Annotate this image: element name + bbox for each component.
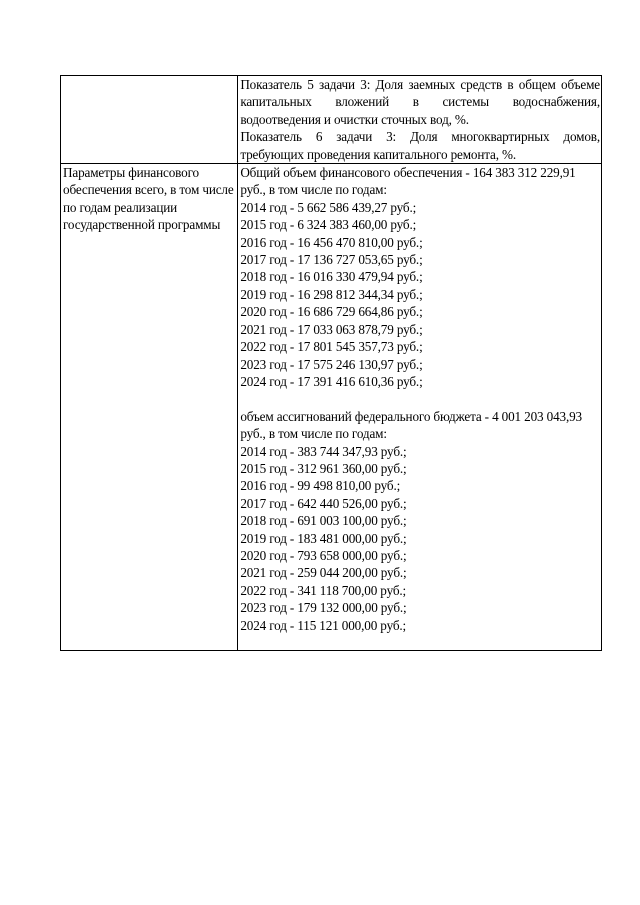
- federal-year-2024: 2024 год - 115 121 000,00 руб.;: [240, 617, 407, 633]
- indicator-6-text: Показатель 6 задачи 3: Доля многоквартирных домов, требующих проведения капитального ремонта, %.: [240, 129, 600, 162]
- total-year-2017: 2017 год - 17 136 727 053,65 руб.;: [240, 252, 423, 268]
- total-year-2023: 2023 год - 17 575 246 130,97 руб.;: [240, 356, 423, 372]
- federal-year-2015: 2015 год - 312 961 360,00 руб.;: [240, 460, 407, 476]
- row1-label-cell: [61, 76, 238, 164]
- indicators-cell: [238, 76, 602, 164]
- federal-year-2016: 2016 год - 99 498 810,00 руб.;: [240, 478, 401, 494]
- federal-year-2014: 2014 год - 383 744 347,93 руб.;: [240, 443, 407, 459]
- total-funding-intro: Общий объем финансового обеспечения - 164 383 312 229,91 руб., в том числе по годам:: [240, 165, 576, 198]
- federal-year-2021: 2021 год - 259 044 200,00 руб.;: [240, 565, 407, 581]
- federal-year-2018: 2018 год - 691 003 100,00 руб.;: [240, 513, 407, 529]
- total-year-2018: 2018 год - 16 016 330 479,94 руб.;: [240, 269, 423, 285]
- federal-year-2020: 2020 год - 793 658 000,00 руб.;: [240, 547, 407, 563]
- total-year-2019: 2019 год - 16 298 812 344,34 руб.;: [240, 286, 423, 302]
- finance-values-cell: [238, 164, 602, 651]
- federal-funding-intro: объем ассигнований федерального бюджета - 4 001 203 043,93 руб., в том числе по годам:: [240, 408, 582, 442]
- total-year-2015: 2015 год - 6 324 383 460,00 руб.;: [240, 217, 417, 233]
- paragraph-spacer: [240, 390, 600, 407]
- federal-year-2022: 2022 год - 341 118 700,00 руб.;: [240, 582, 407, 598]
- total-year-2021: 2021 год - 17 033 063 878,79 руб.;: [240, 321, 423, 337]
- total-year-2020: 2020 год - 16 686 729 664,86 руб.;: [240, 304, 423, 320]
- total-year-2016: 2016 год - 16 456 470 810,00 руб.;: [240, 234, 423, 250]
- federal-year-2023: 2023 год - 179 132 000,00 руб.;: [240, 600, 407, 616]
- indicator-5-text: Показатель 5 задачи 3: Доля заемных средств в общем объеме капитальных вложений в системы водоснабжения, водоотведения и очистки сточных вод, %.: [240, 77, 600, 127]
- table-row: [61, 76, 602, 164]
- federal-year-2019: 2019 год - 183 481 000,00 руб.;: [240, 530, 407, 546]
- total-year-2014: 2014 год - 5 662 586 439,27 руб.;: [240, 199, 417, 215]
- total-year-2024: 2024 год - 17 391 416 610,36 руб.;: [240, 373, 423, 389]
- total-year-2022: 2022 год - 17 801 545 357,73 руб.;: [240, 339, 423, 355]
- program-passport-table: [60, 75, 602, 651]
- federal-year-2017: 2017 год - 642 440 526,00 руб.;: [240, 495, 407, 511]
- finance-params-label: Параметры финансового обеспечения всего, в том числе по годам реализации государственной программы: [61, 164, 238, 651]
- table-row: [61, 164, 602, 651]
